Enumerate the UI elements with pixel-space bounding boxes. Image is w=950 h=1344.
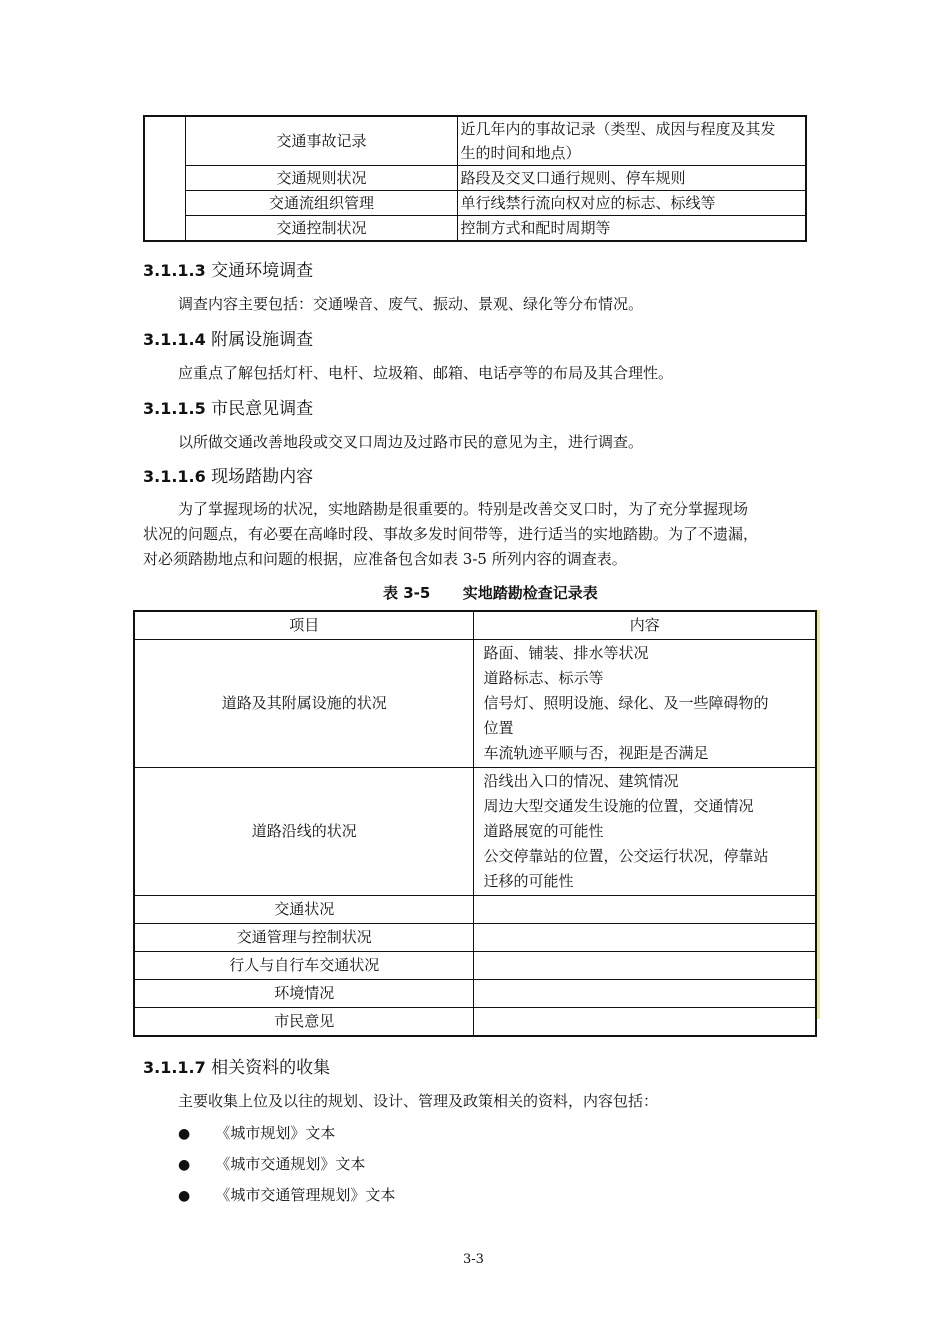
table-cell-item: 交通流组织管理 — [186, 191, 457, 216]
paragraph-line: 状况的问题点，有必要在高峰时段、事故多发时间带等，进行适当的实地踏勘。为了不遗漏， — [143, 525, 759, 543]
table-cell-content: 路段及交叉口通行规则、停车规则 — [457, 166, 806, 191]
paragraph: 调查内容主要包括：交通噪音、废气、振动、景观、绿化等分布情况。 — [178, 295, 644, 313]
section-title: 附属设施调查 — [211, 330, 314, 350]
table-cell-item: 交通事故记录 — [186, 116, 457, 166]
table-caption-number: 表 3-5 — [383, 584, 431, 602]
content-line: 信号灯、照明设施、绿化、及一些障碍物的 — [483, 694, 769, 712]
table-cell-content — [474, 1008, 816, 1037]
section-heading-3115 — [143, 394, 313, 419]
content-line: 位置 — [483, 719, 514, 737]
bullet-icon: ● — [178, 1126, 191, 1142]
table-row — [134, 896, 816, 924]
table-row — [134, 640, 816, 768]
column-header: 项目 — [134, 611, 474, 640]
content-line: 周边大型交通发生设施的位置，交通情况 — [483, 797, 754, 815]
bullet-icon: ● — [178, 1157, 191, 1173]
site-survey-checklist-table — [133, 610, 817, 1037]
section-title: 相关资料的收集 — [211, 1058, 331, 1078]
table-row — [134, 924, 816, 952]
table-cell-item: 交通管理与控制状况 — [134, 924, 474, 952]
section-number: 3.1.1.7 — [143, 1058, 206, 1077]
table-row — [134, 768, 816, 896]
table-caption-title: 实地踏勘检查记录表 — [462, 584, 598, 602]
content-line: 道路展宽的可能性 — [483, 822, 604, 840]
table-cell-item: 道路及其附属设施的状况 — [134, 640, 474, 768]
table-cell-content — [474, 952, 816, 980]
content-line: 车流轨迹平顺与否，视距是否满足 — [483, 744, 709, 762]
content-line: 近几年内的事故记录（类型、成因与程度及其发 — [460, 120, 776, 138]
table-cell-content — [474, 768, 816, 896]
paragraph: 主要收集上位及以往的规划、设计、管理及政策相关的资料，内容包括： — [178, 1092, 659, 1110]
column-header: 内容 — [474, 611, 816, 640]
table-row — [144, 116, 806, 166]
content-line: 迁移的可能性 — [483, 872, 574, 890]
table-cell-content — [474, 640, 816, 768]
section-heading-3114 — [143, 325, 313, 350]
table-row — [144, 216, 806, 242]
content-line: 道路标志、标示等 — [483, 669, 604, 687]
list-item — [178, 1152, 365, 1177]
traffic-survey-table-continued — [143, 115, 807, 242]
table-cell-item: 道路沿线的状况 — [134, 768, 474, 896]
content-line: 路面、铺装、排水等状况 — [483, 644, 649, 662]
table-cell-content — [474, 980, 816, 1008]
table-cell-content — [474, 896, 816, 924]
table-row — [144, 166, 806, 191]
table-cell-item: 交通状况 — [134, 896, 474, 924]
section-title: 交通环境调查 — [211, 261, 314, 281]
list-item-text: 《城市交通管理规划》文本 — [215, 1186, 396, 1204]
paragraph-line: 为了掌握现场的状况，实地踏勘是很重要的。特别是改善交叉口时，为了充分掌握现场 — [178, 500, 749, 518]
content-line: 公交停靠站的位置，公交运行状况，停靠站 — [483, 847, 769, 865]
paragraph: 应重点了解包括灯杆、电杆、垃圾箱、邮箱、电话亭等的布局及其合理性。 — [178, 364, 674, 382]
section-number: 3.1.1.6 — [143, 467, 206, 486]
table-row — [144, 191, 806, 216]
paragraph: 以所做交通改善地段或交叉口周边及过路市民的意见为主，进行调查。 — [178, 433, 644, 451]
table-cell-content — [474, 924, 816, 952]
content-line: 生的时间和地点） — [460, 144, 581, 162]
table-cell-item: 行人与自行车交通状况 — [134, 952, 474, 980]
table-cell-item: 交通规则状况 — [186, 166, 457, 191]
table-cell-content: 单行线禁行流向权对应的标志、标线等 — [457, 191, 806, 216]
section-number: 3.1.1.5 — [143, 399, 206, 418]
table-row — [134, 1008, 816, 1037]
section-heading-3116 — [143, 462, 313, 487]
section-heading-3117 — [143, 1053, 330, 1078]
bullet-icon: ● — [178, 1188, 191, 1204]
section-title: 市民意见调查 — [211, 399, 314, 419]
section-heading-3113 — [143, 256, 313, 281]
table-cell-content: 控制方式和配时周期等 — [457, 216, 806, 242]
content-line: 沿线出入口的情况、建筑情况 — [483, 772, 679, 790]
page-number: 3-3 — [463, 1252, 484, 1267]
section-number: 3.1.1.4 — [143, 330, 206, 349]
table-cell-item: 市民意见 — [134, 1008, 474, 1037]
table-row — [134, 952, 816, 980]
table-edge-highlight — [817, 610, 820, 1019]
table-row — [134, 980, 816, 1008]
merged-category-cell — [144, 116, 186, 241]
table-cell-item: 交通控制状况 — [186, 216, 457, 242]
table-cell-item: 环境情况 — [134, 980, 474, 1008]
paragraph-line: 对必须踏勘地点和问题的根据，应准备包含如表 3-5 所列内容的调查表。 — [143, 550, 627, 568]
list-item-text: 《城市规划》文本 — [215, 1124, 336, 1142]
list-item — [178, 1121, 335, 1146]
table-cell-content — [457, 116, 806, 166]
table-caption — [383, 582, 598, 603]
list-item-text: 《城市交通规划》文本 — [215, 1155, 366, 1173]
table-header-row — [134, 611, 816, 640]
section-title: 现场踏勘内容 — [211, 467, 314, 487]
section-number: 3.1.1.3 — [143, 261, 206, 280]
list-item — [178, 1183, 395, 1208]
